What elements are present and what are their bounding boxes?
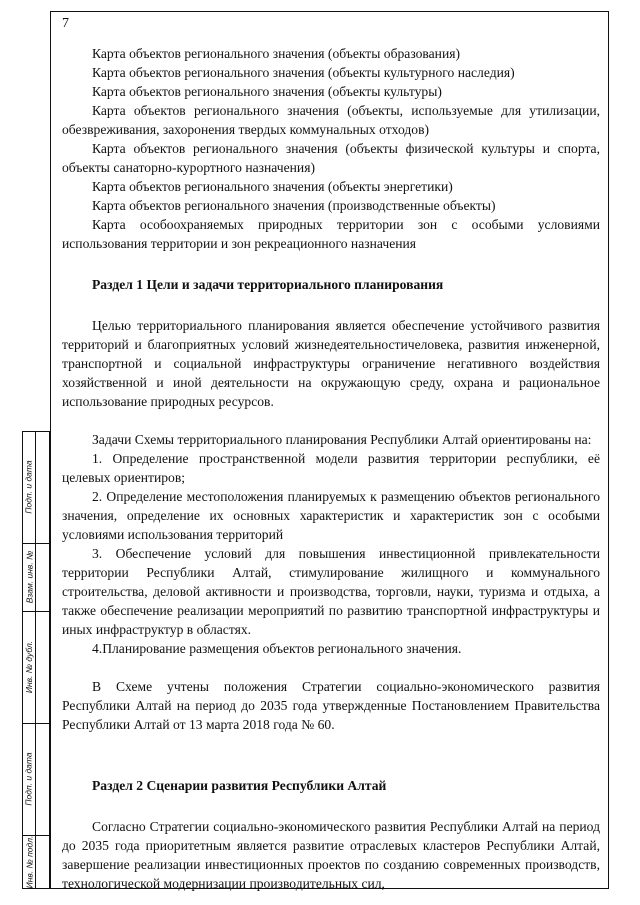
tasks-intro: Задачи Схемы территориального планирования Республики Алтай ориентированы на: <box>92 432 592 447</box>
section-2-heading: Раздел 2 Сценарии развития Республики Алтай <box>92 778 387 793</box>
goal-paragraph: Целью территориального планирования является обеспечение устойчивого развития территорий и благоприятных условий жизнедеятельностичеловека, развития инженерной, транспортной и социальной инфраструктуры ограничение негативного воздействия хозяйственной и иной деятельности на окружающую среду, охрана и рациональное использование природных ресурсов. <box>62 318 600 409</box>
list-item: Карта объектов регионального значения (объекты культуры) <box>92 84 442 99</box>
list-item: Карта объектов регионального значения (производственные объекты) <box>92 198 496 213</box>
list-item: Карта объектов регионального значения (объекты физической культуры и спорта, объекты санаторно-курортного назначения) <box>62 141 600 175</box>
task-item: 1. Определение пространственной модели развития территории республики, её целевых ориентиров; <box>62 451 600 485</box>
strategy-paragraph: В Схеме учтены положения Стратегии социально-экономического развития Республики Алтай на период до 2035 года утвержденные Постановлением Правительства Республики Алтай от 13 марта 2018 года № 60. <box>62 679 600 732</box>
stamp-label: Инв. № подл. <box>24 835 34 889</box>
approval-stamp <box>22 431 50 889</box>
list-item: Карта объектов регионального значения (объекты энергетики) <box>92 179 453 194</box>
list-item: Карта объектов регионального значения (объекты культурного наследия) <box>92 65 515 80</box>
list-item: Карта особоохраняемых природных территории зон с особыми условиями использования территории и зон рекреационного назначения <box>62 217 600 251</box>
stamp-label: Подп. и дата <box>24 752 34 806</box>
maps-list <box>62 44 600 253</box>
task-item: 2. Определение местоположения планируемых к размещению объектов регионального значения, определение их основных характеристик и характеристик зон с особыми условиями использования территорий <box>62 489 600 542</box>
page-number: 7 <box>62 16 69 31</box>
list-item: Карта объектов регионального значения (объекты, используемые для утилизации, обезвреживания, захоронения твердых коммунальных отходов) <box>62 103 600 137</box>
stamp-label: Подп. и дата <box>24 460 34 514</box>
document-body <box>62 44 600 893</box>
section-1-heading: Раздел 1 Цели и задачи территориального планирования <box>92 277 444 292</box>
task-item: 4.Планирование размещения объектов регионального значения. <box>92 641 462 656</box>
stamp-label: Взам. инв. № <box>24 550 35 604</box>
scenario-paragraph: Согласно Стратегии социально-экономического развития Республики Алтай на период до 2035 года приоритетным является развитие отраслевых кластеров Республики Алтай, завершение реализации инвестиционных проектов по созданию современных производств, технологической модернизации производительных сил, <box>62 819 600 891</box>
stamp-value-column <box>35 431 50 889</box>
task-item: 3. Обеспечение условий для повышения инвестиционной привлекательности территории Республики Алтай, стимулирование жилищного и коммунального строительства, деловой активности и производства, торговли, науки, туризма и отдыха, а также обеспечение реализации мероприятий по развитию транспортной инфраструктуры и иных инфраструктур в областях. <box>62 546 600 637</box>
stamp-label: Инв. № дубл. <box>24 640 34 694</box>
list-item: Карта объектов регионального значения (объекты образования) <box>92 46 461 61</box>
